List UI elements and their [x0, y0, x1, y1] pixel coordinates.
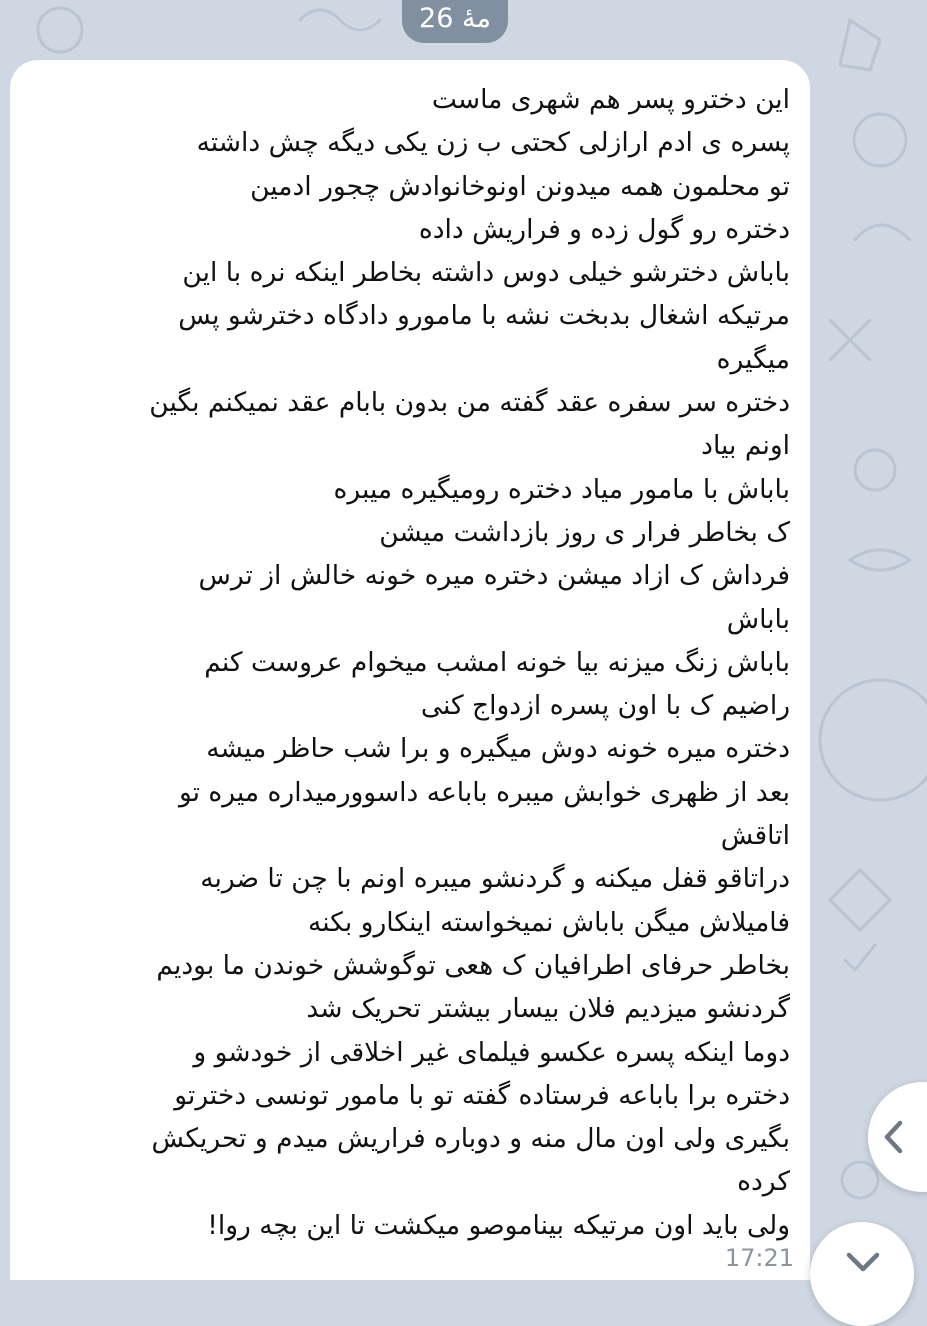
message-line: دختره برا باباعه فرستاده گفته تو با مامور تونسی دخترتو: [174, 1079, 790, 1111]
scroll-down-button[interactable]: [810, 1222, 914, 1326]
message-line: کرده: [737, 1166, 790, 1198]
message-line: دوما اینکه پسره عکسو فیلمای غیر اخلاقی از خودشو و: [193, 1036, 790, 1068]
message-line: اتاقش: [720, 820, 790, 852]
message-line: مرتیکه اشغال بدبخت نشه با مامورو دادگاه دخترشو پس: [178, 300, 790, 332]
message-line: دختره سر سفره عقد گفته من بدون بابام عقد نمیکنم بگین: [149, 387, 790, 419]
message-line: میگیره: [716, 343, 790, 375]
message-line: باباش با مامور میاد دختره رومیگیره میبره: [333, 473, 790, 505]
message-line: بخاطر حرفای اطرافیان ک هعی توگوشش خوندن ما بودیم: [156, 949, 790, 981]
message-line: ک بخاطر فرار ی روز بازداشت میشن: [379, 516, 790, 548]
message-line: باباش زنگ میزنه بیا خونه امشب میخوام عروست کنم: [204, 646, 790, 678]
message-line: باباش دخترشو خیلی دوس داشته بخاطر اینکه نره با این: [182, 257, 790, 289]
message-line: ولی باید اون مرتیکه بیناموصو میکشت تا این بچه روا!: [207, 1209, 790, 1241]
message-text: [30, 78, 790, 1247]
message-line: اونم بیاد: [701, 430, 790, 462]
message-line: باباش: [726, 603, 790, 635]
message-line: بعد از ظهری خوابش میبره باباعه داسوورمیداره میره تو: [178, 776, 790, 808]
message-line: این دخترو پسر هم شهری ماست: [431, 84, 790, 115]
message-line: دراتاقو قفل میکنه و گردنشو میبره اونم با چن تا ضربه: [200, 863, 790, 895]
message-time: 17:21: [724, 1244, 794, 1272]
message-line: فرداش ک ازاد میشن دختره میره خونه خالش از ترس: [198, 560, 790, 592]
date-separator: [402, 0, 508, 43]
message-line: دختره میره خونه دوش میگیره و برا شب حاظر میشه: [206, 733, 790, 765]
date-label: مهٔ 26: [419, 3, 491, 34]
message-line: فامیلاش میگن باباش نمیخواسته اینکارو بکنه: [308, 906, 790, 938]
chevron-down-icon: [846, 1250, 880, 1274]
message-line: گردنشو میزدیم فلان بیسار بیشتر تحریک شد: [306, 993, 790, 1025]
message-line: بگیری ولی اون مال منه و دوباره فراریش میدم و تحریکش: [151, 1123, 790, 1155]
message-line: راضیم ک با اون پسره ازدواج کنی: [420, 690, 790, 722]
message-line: دختره رو گول زده و فراریش داده: [418, 213, 790, 245]
message-line: پسره ی ادم ارازلی کحتی ب زن یکی دیگه چش داشته: [196, 127, 790, 159]
message-line: تو محلمون همه میدونن اونوخانوادش چجور ادمین: [250, 170, 790, 202]
message-bubble[interactable]: [10, 60, 810, 1280]
chevron-left-icon: [882, 1120, 906, 1154]
